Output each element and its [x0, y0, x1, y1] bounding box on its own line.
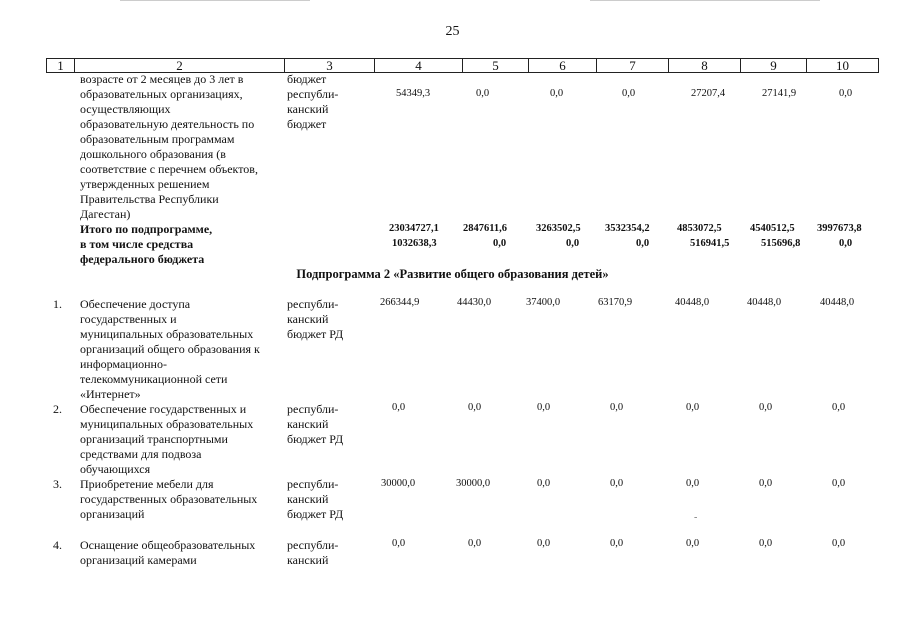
scan-edge-line — [120, 0, 310, 1]
column-number: 2 — [75, 59, 285, 73]
text-line: бюджет РД — [287, 327, 344, 341]
value-cell: 0,0 — [468, 538, 482, 549]
text-line: образовательную деятельность по — [80, 117, 255, 131]
value-cell: 0,0 — [686, 402, 700, 413]
text-line: соответствие с перечнем объектов, — [80, 162, 258, 176]
value-cell: 0,0 — [537, 538, 551, 549]
federal-value: 515696,8 — [761, 238, 801, 249]
row-number: 1. — [53, 297, 62, 311]
value-cell: 0,0 — [832, 538, 846, 549]
total-value: 4853072,5 — [677, 223, 722, 234]
text-line: Обеспечение государственных и — [80, 402, 247, 416]
text-line: Приобретение мебели для — [80, 477, 214, 491]
text-line: Итого по подпрограмме, — [80, 222, 213, 236]
text-line: Правительства Республики — [80, 192, 219, 206]
value-cell: 63170,9 — [598, 297, 633, 308]
total-value: 4540512,5 — [750, 223, 795, 234]
text-line: канский — [287, 492, 329, 506]
text-line: «Интернет» — [80, 387, 141, 401]
value-cell: 0,0 — [550, 88, 564, 99]
row-source — [287, 538, 338, 568]
row-number: 2. — [53, 402, 62, 416]
row-description — [80, 297, 260, 402]
total-value: 3263502,5 — [536, 223, 581, 234]
row-number: 3. — [53, 477, 62, 491]
page-number: 25 — [445, 24, 460, 39]
value-cell: 0,0 — [537, 478, 551, 489]
federal-value: 0,0 — [493, 238, 507, 249]
column-number: 10 — [807, 59, 879, 73]
value-cell: 27207,4 — [691, 88, 726, 99]
federal-value: 0,0 — [566, 238, 580, 249]
text-line: в том числе средства — [80, 237, 194, 251]
text-line: республи- — [287, 297, 339, 311]
text-line: возрасте от 2 месяцев до 3 лет в — [80, 72, 244, 86]
value-cell: 0,0 — [476, 88, 490, 99]
column-number-header — [46, 58, 879, 73]
value-cell: 0,0 — [468, 402, 482, 413]
row-source — [287, 402, 343, 447]
federal-value: 0,0 — [839, 238, 853, 249]
text-line: федерального бюджета — [80, 252, 205, 266]
text-line: бюджет РД — [287, 432, 344, 446]
text-line: бюджет — [287, 117, 327, 131]
stray-mark: - — [694, 512, 698, 523]
text-line: канский — [287, 312, 329, 326]
value-cell: 0,0 — [622, 88, 636, 99]
value-cell: 37400,0 — [526, 297, 561, 308]
column-number: 6 — [529, 59, 597, 73]
column-number: 1 — [47, 59, 75, 73]
text-line: республи- — [287, 402, 339, 416]
value-cell: 0,0 — [610, 402, 624, 413]
text-line: государственных образовательных — [80, 492, 258, 506]
value-cell: 0,0 — [759, 402, 773, 413]
value-cell: 0,0 — [537, 402, 551, 413]
text-line: дошкольного образования (в — [80, 147, 226, 161]
text-line: организаций транспортными — [80, 432, 228, 446]
text-line: средствами для подвоза — [80, 447, 202, 461]
text-line: канский — [287, 553, 329, 567]
text-line: организаций камерами — [80, 553, 197, 567]
text-line: государственных и — [80, 312, 177, 326]
text-line: информационно- — [80, 357, 167, 371]
scan-edge-line — [590, 0, 820, 1]
subprogram-total-label — [80, 222, 212, 267]
text-line: республи- — [287, 477, 339, 491]
federal-value: 0,0 — [636, 238, 650, 249]
column-number: 5 — [463, 59, 529, 73]
row-description — [80, 538, 255, 568]
column-number: 3 — [285, 59, 375, 73]
value-cell: 0,0 — [832, 478, 846, 489]
prev-row-description — [80, 72, 258, 222]
text-line: телекоммуникационной сети — [80, 372, 228, 386]
column-number: 8 — [669, 59, 741, 73]
value-cell: 40448,0 — [747, 297, 782, 308]
value-cell: 0,0 — [759, 478, 773, 489]
row-number: 4. — [53, 538, 62, 552]
text-line: утвержденных решением — [80, 177, 210, 191]
text-line: организаций общего образования к — [80, 342, 260, 356]
federal-value: 516941,5 — [690, 238, 730, 249]
text-line: обучающихся — [80, 462, 151, 476]
value-cell: 0,0 — [839, 88, 853, 99]
value-cell: 44430,0 — [457, 297, 492, 308]
subprogram-title: Подпрограмма 2 «Развитие общего образования детей» — [296, 267, 609, 281]
value-cell: 40448,0 — [675, 297, 710, 308]
text-line: Обеспечение доступа — [80, 297, 191, 311]
value-cell: 40448,0 — [820, 297, 855, 308]
text-line: бюджет — [287, 72, 327, 86]
text-line: Оснащение общеобразовательных — [80, 538, 256, 552]
value-cell: 30000,0 — [381, 478, 416, 489]
total-value: 2847611,6 — [463, 223, 508, 234]
value-cell: 27141,9 — [762, 88, 797, 99]
federal-value: 1032638,3 — [392, 238, 437, 249]
column-number: 4 — [375, 59, 463, 73]
column-number: 9 — [741, 59, 807, 73]
text-line: осуществляющих — [80, 102, 171, 116]
row-source — [287, 297, 343, 342]
total-value: 3997673,8 — [817, 223, 862, 234]
total-value: 23034727,1 — [389, 223, 439, 234]
text-line: республи- — [287, 87, 339, 101]
value-cell: 0,0 — [759, 538, 773, 549]
text-line: организаций — [80, 507, 145, 521]
text-line: муниципальных образовательных — [80, 327, 254, 341]
column-number: 7 — [597, 59, 669, 73]
text-line: республи- — [287, 538, 339, 552]
total-value: 3532354,2 — [605, 223, 650, 234]
value-cell: 266344,9 — [380, 297, 420, 308]
text-line: образовательным программам — [80, 132, 235, 146]
value-cell: 30000,0 — [456, 478, 491, 489]
value-cell: 0,0 — [686, 478, 700, 489]
value-cell: 0,0 — [832, 402, 846, 413]
row-source — [287, 477, 343, 522]
prev-row-source — [287, 72, 338, 132]
value-cell: 0,0 — [610, 478, 624, 489]
text-line: канский — [287, 417, 329, 431]
text-line: канский — [287, 102, 329, 116]
text-line: муниципальных образовательных — [80, 417, 254, 431]
value-cell: 0,0 — [686, 538, 700, 549]
row-description — [80, 402, 253, 477]
row-description — [80, 477, 257, 522]
text-line: Дагестан) — [80, 207, 131, 221]
text-line: образовательных организациях, — [80, 87, 243, 101]
value-cell: 54349,3 — [396, 88, 431, 99]
text-line: бюджет РД — [287, 507, 344, 521]
value-cell: 0,0 — [610, 538, 624, 549]
value-cell: 0,0 — [392, 402, 406, 413]
value-cell: 0,0 — [392, 538, 406, 549]
